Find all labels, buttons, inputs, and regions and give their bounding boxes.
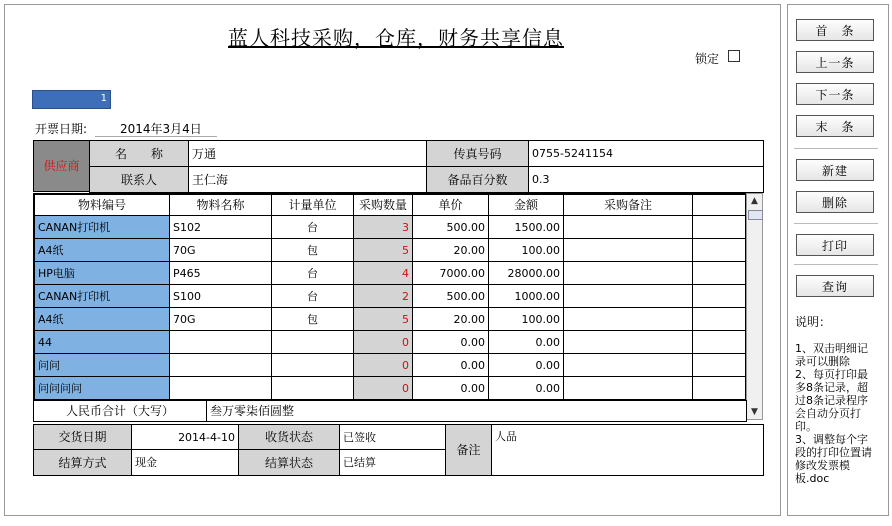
- grid-spacer-cell: [692, 330, 746, 354]
- prev-record-button[interactable]: 上一条: [796, 51, 874, 73]
- new-button[interactable]: 新建: [796, 159, 874, 181]
- grid-cell-code[interactable]: 问问: [34, 353, 170, 377]
- grid-cell-code[interactable]: 问问问问: [34, 376, 170, 400]
- payment-method-label: 结算方式: [33, 449, 132, 476]
- last-record-button[interactable]: 末 条: [796, 115, 874, 137]
- contact-field[interactable]: 王仁海: [188, 166, 427, 193]
- grid-cell-amount[interactable]: 28000.00: [488, 261, 564, 285]
- total-label: 人民币合计（大写）: [33, 400, 207, 422]
- grid-cell-qty[interactable]: 0: [353, 330, 413, 354]
- grid-cell-qty[interactable]: 0: [353, 376, 413, 400]
- grid-cell-qty[interactable]: 5: [353, 238, 413, 262]
- grid-spacer-cell: [692, 307, 746, 331]
- grid-cell-note[interactable]: [563, 284, 693, 308]
- divider: [794, 223, 878, 224]
- grid-cell-name[interactable]: [169, 330, 272, 354]
- grid-cell-code[interactable]: 44: [34, 330, 170, 354]
- help-item: 2、每页打印最多8条记录，超过8条记录程序会自动分页打印。: [795, 368, 868, 433]
- first-record-button[interactable]: 首 条: [796, 19, 874, 41]
- settle-status-field[interactable]: 已结算: [339, 449, 446, 476]
- grid-cell-name[interactable]: P465: [169, 261, 272, 285]
- grid-cell-amount[interactable]: 100.00: [488, 238, 564, 262]
- delete-button[interactable]: 删除: [796, 191, 874, 213]
- column-header: 物料名称: [169, 194, 272, 216]
- grid-cell-name[interactable]: 70G: [169, 238, 272, 262]
- help-title: 说明：: [795, 315, 832, 329]
- grid-spacer-cell: [692, 376, 746, 400]
- receive-status-field[interactable]: 已签收: [339, 424, 446, 450]
- grid-cell-code[interactable]: A4纸: [34, 307, 170, 331]
- grid-cell-name[interactable]: 70G: [169, 307, 272, 331]
- remark-field[interactable]: 人品: [491, 424, 764, 476]
- payment-method-field[interactable]: 现金: [131, 449, 239, 476]
- supplier-name-field[interactable]: 万通: [188, 140, 427, 167]
- grid-cell-amount[interactable]: 0.00: [488, 330, 564, 354]
- grid-cell-name[interactable]: S102: [169, 215, 272, 239]
- grid-cell-price[interactable]: 7000.00: [412, 261, 489, 285]
- supplier-name-label: 名 称: [89, 140, 189, 167]
- help-notes: [795, 316, 877, 485]
- record-number: 1: [100, 93, 107, 104]
- grid-cell-amount[interactable]: 100.00: [488, 307, 564, 331]
- grid-spacer-cell: [692, 284, 746, 308]
- lock-label: 锁定: [695, 52, 720, 66]
- grid-cell-name[interactable]: [169, 353, 272, 377]
- grid-cell-note[interactable]: [563, 261, 693, 285]
- grid-cell-note[interactable]: [563, 238, 693, 262]
- delivery-date-label: 交货日期: [33, 424, 132, 450]
- grid-cell-qty[interactable]: 0: [353, 353, 413, 377]
- grid-cell-price[interactable]: 500.00: [412, 215, 489, 239]
- grid-cell-qty[interactable]: 3: [353, 215, 413, 239]
- grid-cell-amount[interactable]: 0.00: [488, 376, 564, 400]
- grid-cell-amount[interactable]: 1000.00: [488, 284, 564, 308]
- grid-cell-qty[interactable]: 4: [353, 261, 413, 285]
- divider: [794, 264, 878, 265]
- grid-cell-unit[interactable]: 包: [271, 238, 354, 262]
- invoice-date-field[interactable]: 2014年3月4日: [120, 122, 202, 136]
- divider: [794, 148, 878, 149]
- grid-cell-unit[interactable]: 台: [271, 215, 354, 239]
- query-button[interactable]: 查询: [796, 275, 874, 297]
- column-header: 单价: [412, 194, 489, 216]
- grid-cell-unit[interactable]: [271, 353, 354, 377]
- grid-cell-note[interactable]: [563, 307, 693, 331]
- print-button[interactable]: 打印: [796, 234, 874, 256]
- grid-scrollbar[interactable]: [746, 193, 763, 420]
- grid-cell-name[interactable]: S100: [169, 284, 272, 308]
- grid-cell-price[interactable]: 20.00: [412, 307, 489, 331]
- grid-cell-unit[interactable]: 台: [271, 261, 354, 285]
- column-header: [692, 194, 746, 216]
- grid-cell-unit[interactable]: 台: [271, 284, 354, 308]
- column-header: 采购备注: [563, 194, 693, 216]
- grid-cell-unit[interactable]: [271, 376, 354, 400]
- column-header: 采购数量: [353, 194, 413, 216]
- spare-percent-label: 备品百分数: [426, 166, 529, 193]
- grid-cell-code[interactable]: CANAN打印机: [34, 215, 170, 239]
- grid-cell-note[interactable]: [563, 215, 693, 239]
- column-header: 计量单位: [271, 194, 354, 216]
- grid-cell-unit[interactable]: 包: [271, 307, 354, 331]
- record-indicator[interactable]: [32, 90, 111, 109]
- grid-cell-price[interactable]: 0.00: [412, 376, 489, 400]
- remark-label: 备注: [445, 424, 492, 476]
- fax-label: 传真号码: [426, 140, 529, 167]
- grid-cell-unit[interactable]: [271, 330, 354, 354]
- grid-cell-price[interactable]: 500.00: [412, 284, 489, 308]
- grid-cell-price[interactable]: 0.00: [412, 353, 489, 377]
- grid-cell-amount[interactable]: 1500.00: [488, 215, 564, 239]
- grid-cell-qty[interactable]: 2: [353, 284, 413, 308]
- contact-label: 联系人: [89, 166, 189, 193]
- grid-cell-code[interactable]: HP电脑: [34, 261, 170, 285]
- next-record-button[interactable]: 下一条: [796, 83, 874, 105]
- column-header: 金额: [488, 194, 564, 216]
- grid-cell-note[interactable]: [563, 330, 693, 354]
- grid-spacer-cell: [692, 353, 746, 377]
- invoice-date-label: 开票日期:: [35, 122, 88, 136]
- scroll-thumb[interactable]: [748, 210, 763, 220]
- receive-status-label: 收货状态: [238, 424, 340, 450]
- grid-cell-note[interactable]: [563, 353, 693, 377]
- page-title: 蓝人科技采购，仓库，财务共享信息: [228, 26, 564, 50]
- grid-cell-qty[interactable]: 5: [353, 307, 413, 331]
- help-item: 1、双击明细记录可以删除: [795, 342, 868, 368]
- help-item: 3、调整每个字段的打印位置请修改发票模板.doc: [795, 433, 872, 485]
- scroll-down-icon[interactable]: ▼: [751, 407, 758, 417]
- grid-cell-price[interactable]: 0.00: [412, 330, 489, 354]
- grid-cell-price[interactable]: 20.00: [412, 238, 489, 262]
- grid-spacer-cell: [692, 238, 746, 262]
- grid-cell-note[interactable]: [563, 376, 693, 400]
- lock-checkbox[interactable]: [728, 50, 740, 62]
- invoice-date-underline: [95, 136, 217, 137]
- grid-cell-amount[interactable]: 0.00: [488, 353, 564, 377]
- settle-status-label: 结算状态: [238, 449, 340, 476]
- grid-cell-code[interactable]: CANAN打印机: [34, 284, 170, 308]
- grid-spacer-cell: [692, 215, 746, 239]
- grid-cell-code[interactable]: A4纸: [34, 238, 170, 262]
- material-grid: [33, 193, 746, 401]
- scroll-up-icon[interactable]: ▲: [751, 196, 758, 206]
- supplier-section-label: 供应商: [33, 140, 90, 192]
- spare-percent-field[interactable]: 0.3: [528, 166, 764, 193]
- fax-field[interactable]: 0755-5241154: [528, 140, 764, 167]
- total-field[interactable]: 叁万零柒佰圆整: [206, 400, 747, 422]
- grid-cell-name[interactable]: [169, 376, 272, 400]
- delivery-date-field[interactable]: 2014-4-10: [131, 424, 239, 450]
- column-header: 物料编号: [34, 194, 170, 216]
- grid-spacer-cell: [692, 261, 746, 285]
